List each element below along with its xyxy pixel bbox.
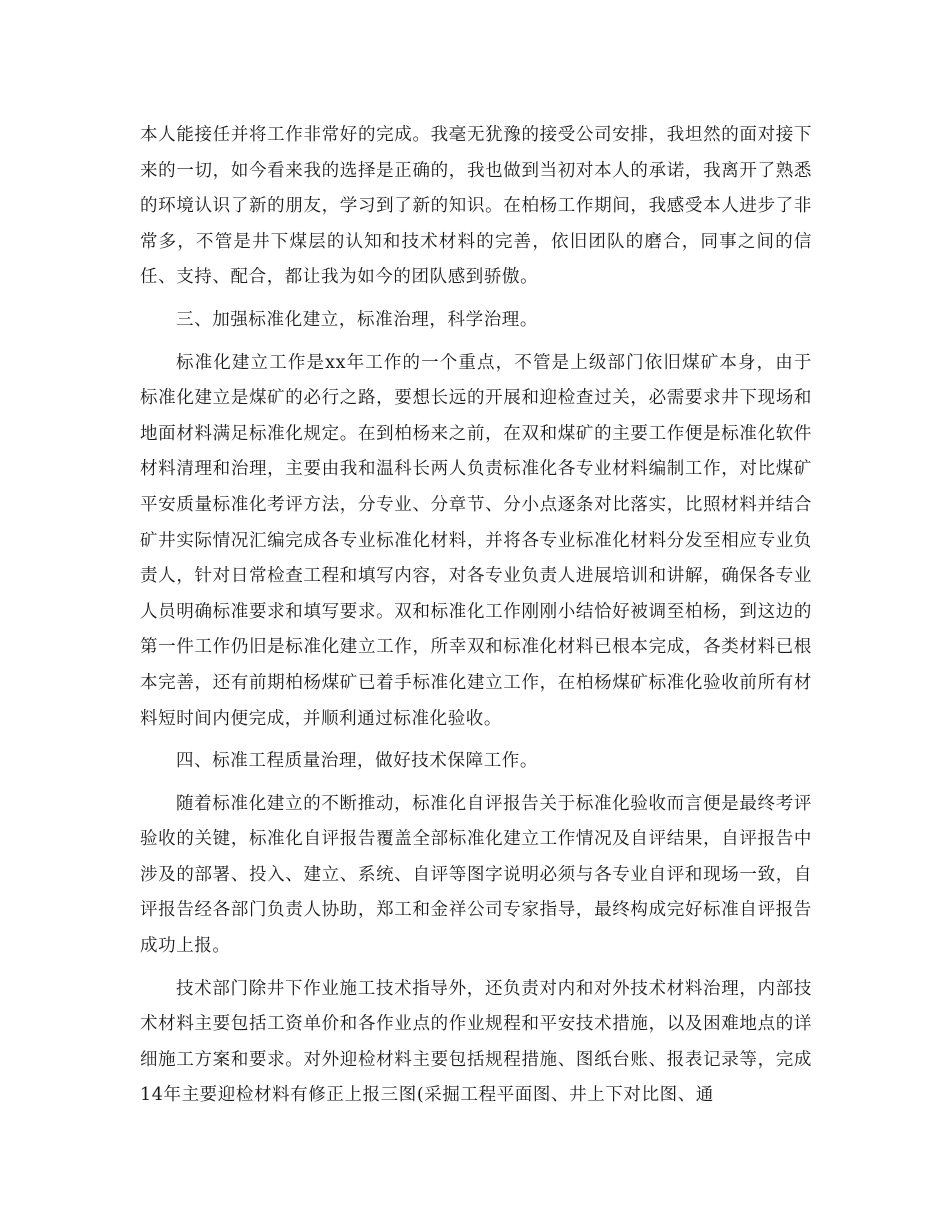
paragraph-technical-department: 技术部门除井下作业施工技术指导外，还负责对内和对外技术材料治理，内部技术材料主要包括工资单价和各作业点的作业规程和平安技术措施，以及困难地点的详细施工方案和要求。对外迎检材料主要包括规程措施、图纸台账、报表记录等，完成14年主要迎检材料有修正上报三图(采掘工程平面图、井上下对比图、通 — [140, 978, 812, 1106]
document-body — [140, 118, 812, 1121]
paragraph-standardization: 标准化建立工作是xx年工作的一个重点，不管是上级部门依旧煤矿本身，由于标准化建立是煤矿的必行之路，要想长远的开展和迎检查过关，必需要求井下现场和地面材料满足标准化规定。在到柏杨来之前，在双和煤矿的主要工作便是标准化软件材料清理和治理，主要由我和温科长两人负责标准化各专业材料编制工作，对比煤矿平安质量标准化考评方法，分专业、分章节、分小点逐条对比落实，比照材料并结合矿井实际情况汇编完成各专业标准化材料，并将各专业标准化材料分发至相应专业负责人，针对日常检查工程和填写内容，对各专业负责人进展培训和讲解，确保各专业人员明确标准要求和填写要求。双和标准化工作刚刚小结恰好被调至柏杨，到这边的第一件工作仍旧是标准化建立工作，所幸双和标准化材料已根本完成，各类材料已根本完善，还有前期柏杨煤矿已着手标准化建立工作，在柏杨煤矿标准化验收前所有材料短时间内便完成，并顺利通过标准化验收。 — [140, 352, 812, 729]
section-heading-3: 三、加强标准化建立，标准治理，科学治理。 — [176, 309, 538, 330]
section-heading-4: 四、标准工程质量治理，做好技术保障工作。 — [176, 751, 538, 772]
paragraph-continuation: 本人能接任并将工作非常好的完成。我毫无犹豫的接受公司安排，我坦然的面对接下来的一切，如今看来我的选择是正确的，我也做到当初对本人的承诺，我离开了熟悉的环境认识了新的朋友，学习到了新的知识。在柏杨工作期间，我感受本人进步了非常多，不管是井下煤层的认知和技术材料的完善，依旧团队的磨合，同事之间的信任、支持、配合，都让我为如今的团队感到骄傲。 — [140, 125, 812, 288]
paragraph-self-evaluation: 随着标准化建立的不断推动，标准化自评报告关于标准化验收而言便是最终考评验收的关键，标准化自评报告覆盖全部标准化建立工作情况及自评结果，自评报告中涉及的部署、投入、建立、系统、自评等图字说明必须与各专业自评和现场一致，自评报告经各部门负责人协助，郑工和金祥公司专家指导，最终构成完好标准自评报告成功上报。 — [140, 793, 812, 957]
